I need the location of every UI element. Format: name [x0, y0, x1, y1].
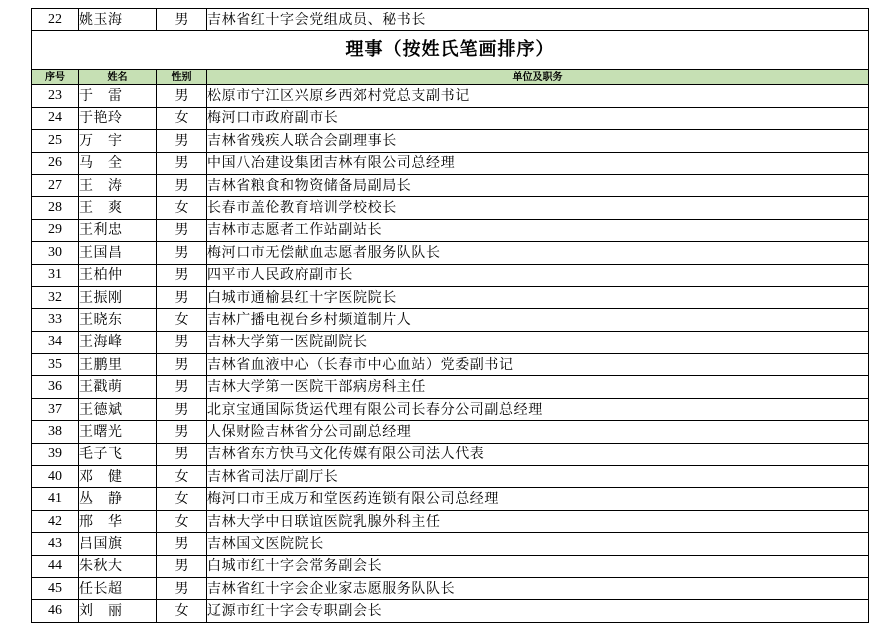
row-name: 王国昌: [79, 242, 157, 264]
table-row: [32, 197, 869, 219]
row-organization: 吉林广播电视台乡村频道制片人: [207, 309, 869, 331]
row-gender: 女: [157, 600, 207, 622]
row-number: 41: [32, 488, 79, 510]
table-row: [32, 398, 869, 420]
row-name: 王柏仲: [79, 264, 157, 286]
row-name: 王德斌: [79, 398, 157, 420]
header-row: [32, 70, 869, 85]
row-number: 37: [32, 398, 79, 420]
row-organization: 吉林省残疾人联合会副理事长: [207, 130, 869, 152]
row-organization: 吉林省红十字会党组成员、秘书长: [207, 9, 869, 31]
row-organization: 辽源市红十字会专职副会长: [207, 600, 869, 622]
table-row: [32, 85, 869, 107]
row-gender: 男: [157, 398, 207, 420]
table-row: [32, 555, 869, 577]
row-number: 27: [32, 174, 79, 196]
table-row: [32, 286, 869, 308]
row-name: 毛子飞: [79, 443, 157, 465]
row-organization: 梅河口市无偿献血志愿者服务队队长: [207, 242, 869, 264]
row-number: 31: [32, 264, 79, 286]
row-organization: 人保财险吉林省分公司副总经理: [207, 421, 869, 443]
row-organization: 吉林省粮食和物资储备局副局长: [207, 174, 869, 196]
row-name: 王晓东: [79, 309, 157, 331]
row-gender: 男: [157, 577, 207, 599]
row-organization: 吉林国文医院院长: [207, 533, 869, 555]
table-row: [32, 264, 869, 286]
row-name: 王利忠: [79, 219, 157, 241]
row-gender: 男: [157, 555, 207, 577]
table-row: [32, 9, 869, 31]
header-organization: 单位及职务: [207, 70, 869, 85]
table-row: [32, 309, 869, 331]
table-row: [32, 331, 869, 353]
row-name: 王鹏里: [79, 354, 157, 376]
row-organization: 吉林大学中日联谊医院乳腺外科主任: [207, 510, 869, 532]
row-gender: 男: [157, 174, 207, 196]
row-name: 邓 健: [79, 466, 157, 488]
row-gender: 男: [157, 85, 207, 107]
row-number: 23: [32, 85, 79, 107]
row-name: 王 爽: [79, 197, 157, 219]
row-name: 万 宇: [79, 130, 157, 152]
header-number: 序号: [32, 70, 79, 85]
table-row: [32, 130, 869, 152]
table-row: [32, 152, 869, 174]
table-row: [32, 421, 869, 443]
table-row: [32, 510, 869, 532]
row-gender: 男: [157, 443, 207, 465]
row-gender: 女: [157, 488, 207, 510]
row-number: 32: [32, 286, 79, 308]
row-gender: 男: [157, 533, 207, 555]
row-name: 于 雷: [79, 85, 157, 107]
row-organization: 中国八冶建设集团吉林有限公司总经理: [207, 152, 869, 174]
row-gender: 女: [157, 466, 207, 488]
row-name: 王戳萌: [79, 376, 157, 398]
row-organization: 梅河口市王成万和堂医药连锁有限公司总经理: [207, 488, 869, 510]
row-organization: 四平市人民政府副市长: [207, 264, 869, 286]
row-number: 24: [32, 107, 79, 129]
row-gender: 男: [157, 130, 207, 152]
row-number: 36: [32, 376, 79, 398]
row-gender: 男: [157, 376, 207, 398]
row-number: 45: [32, 577, 79, 599]
row-gender: 男: [157, 331, 207, 353]
row-organization: 吉林省血液中心（长春市中心血站）党委副书记: [207, 354, 869, 376]
row-gender: 女: [157, 510, 207, 532]
row-gender: 男: [157, 219, 207, 241]
row-organization: 吉林大学第一医院干部病房科主任: [207, 376, 869, 398]
row-gender: 男: [157, 354, 207, 376]
row-organization: 白城市红十字会常务副会长: [207, 555, 869, 577]
row-organization: 松原市宁江区兴原乡西郊村党总支副书记: [207, 85, 869, 107]
row-number: 46: [32, 600, 79, 622]
table-row: [32, 577, 869, 599]
row-number: 29: [32, 219, 79, 241]
row-number: 25: [32, 130, 79, 152]
row-name: 丛 静: [79, 488, 157, 510]
table-row: [32, 376, 869, 398]
row-gender: 男: [157, 9, 207, 31]
row-organization: 吉林省司法厅副厅长: [207, 466, 869, 488]
row-name: 王振刚: [79, 286, 157, 308]
table-row: [32, 242, 869, 264]
row-name: 王 涛: [79, 174, 157, 196]
row-number: 40: [32, 466, 79, 488]
row-name: 王曙光: [79, 421, 157, 443]
row-number: 35: [32, 354, 79, 376]
row-organization: 白城市通榆县红十字医院院长: [207, 286, 869, 308]
row-number: 39: [32, 443, 79, 465]
row-number: 26: [32, 152, 79, 174]
row-gender: 男: [157, 264, 207, 286]
row-organization: 吉林省东方快马文化传媒有限公司法人代表: [207, 443, 869, 465]
row-name: 朱秋大: [79, 555, 157, 577]
table-row: [32, 533, 869, 555]
section-title: 理事（按姓氏笔画排序）: [32, 31, 869, 70]
row-organization: 吉林大学第一医院副院长: [207, 331, 869, 353]
row-gender: 男: [157, 286, 207, 308]
header-name: 姓名: [79, 70, 157, 85]
table-row: [32, 174, 869, 196]
table-row: [32, 354, 869, 376]
row-gender: 男: [157, 152, 207, 174]
table-row: [32, 600, 869, 622]
member-table-body: [32, 9, 869, 623]
row-number: 30: [32, 242, 79, 264]
row-name: 姚玉海: [79, 9, 157, 31]
row-gender: 女: [157, 107, 207, 129]
row-number: 34: [32, 331, 79, 353]
row-gender: 男: [157, 242, 207, 264]
row-number: 38: [32, 421, 79, 443]
row-number: 43: [32, 533, 79, 555]
member-table: [31, 8, 869, 623]
row-name: 任长超: [79, 577, 157, 599]
row-organization: 北京宝通国际货运代理有限公司长春分公司副总经理: [207, 398, 869, 420]
table-row: [32, 488, 869, 510]
row-gender: 女: [157, 309, 207, 331]
row-name: 吕国旗: [79, 533, 157, 555]
row-gender: 女: [157, 197, 207, 219]
row-name: 邢 华: [79, 510, 157, 532]
row-organization: 吉林省红十字会企业家志愿服务队队长: [207, 577, 869, 599]
table-row: [32, 107, 869, 129]
row-number: 44: [32, 555, 79, 577]
row-organization: 吉林市志愿者工作站副站长: [207, 219, 869, 241]
table-row: [32, 443, 869, 465]
row-gender: 男: [157, 421, 207, 443]
header-gender: 性别: [157, 70, 207, 85]
row-organization: 梅河口市政府副市长: [207, 107, 869, 129]
table-row: [32, 466, 869, 488]
row-number: 42: [32, 510, 79, 532]
row-number: 28: [32, 197, 79, 219]
row-number: 22: [32, 9, 79, 31]
table-row: [32, 219, 869, 241]
row-name: 马 全: [79, 152, 157, 174]
row-name: 王海峰: [79, 331, 157, 353]
row-name: 于艳玲: [79, 107, 157, 129]
row-name: 刘 丽: [79, 600, 157, 622]
section-title-row: [32, 31, 869, 70]
row-number: 33: [32, 309, 79, 331]
row-organization: 长春市盖伦教育培训学校校长: [207, 197, 869, 219]
